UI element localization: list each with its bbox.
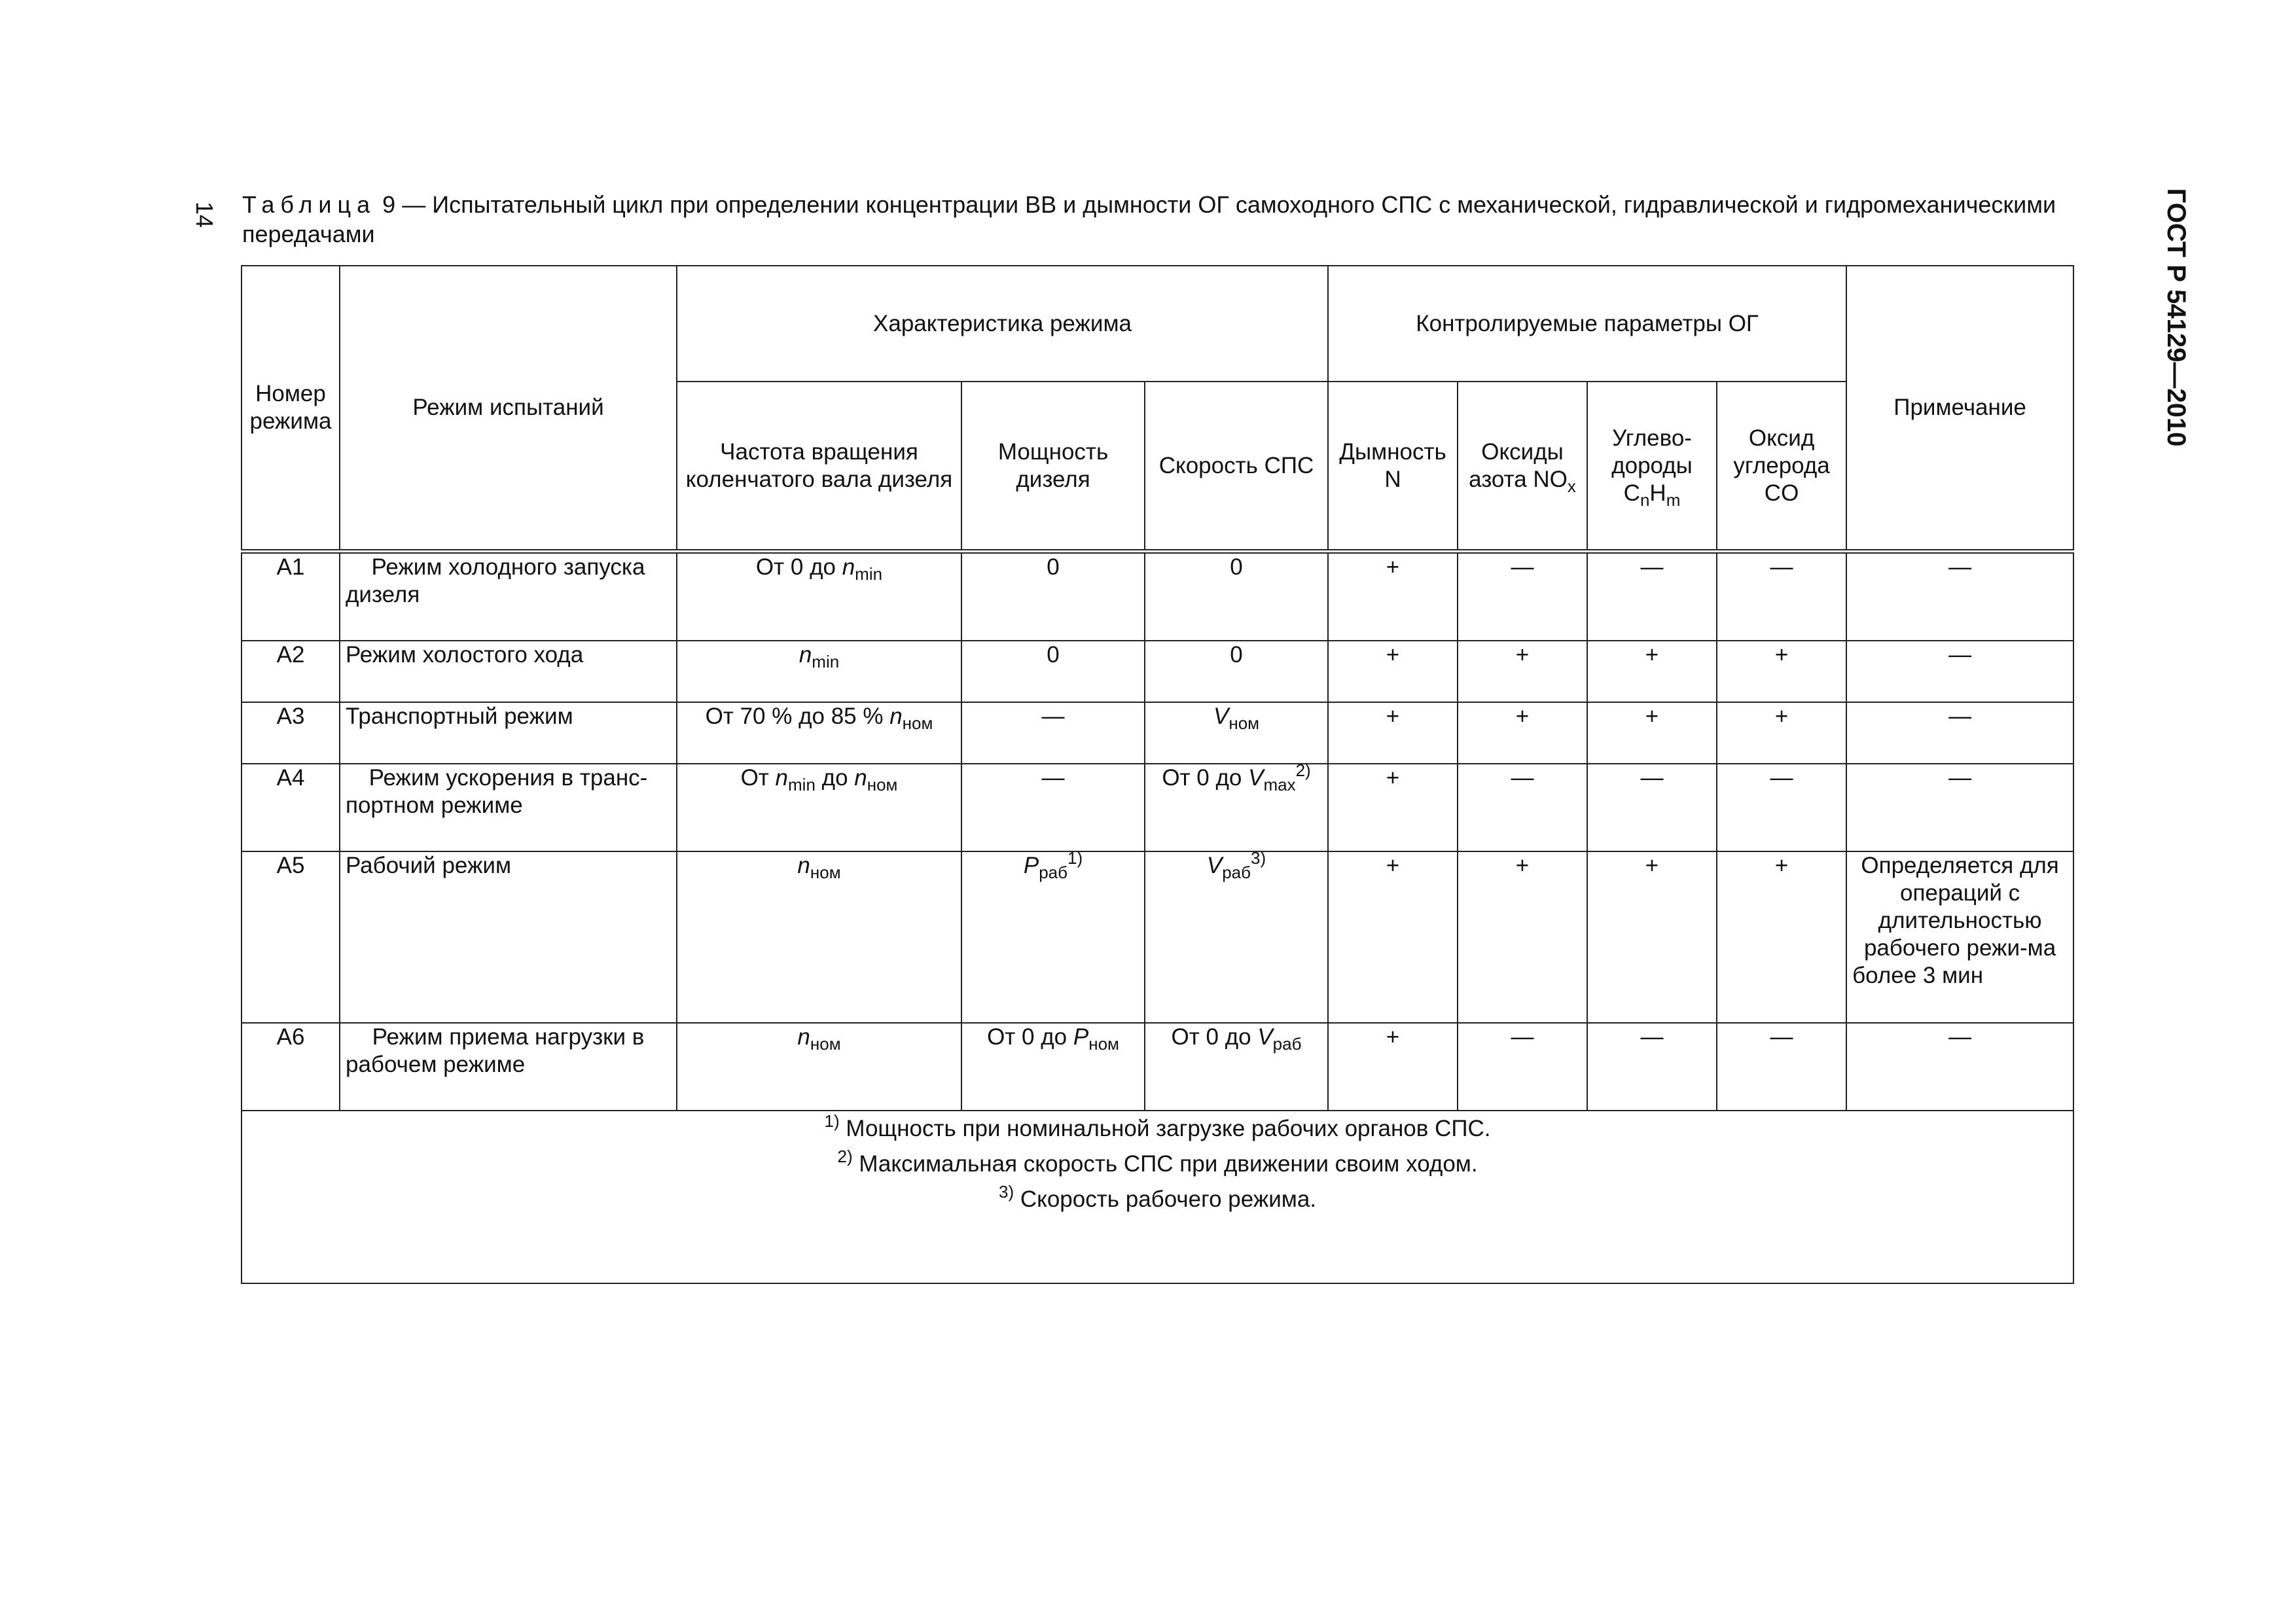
cell-co: + xyxy=(1717,851,1846,1023)
footnote xyxy=(247,1111,2068,1147)
hc-subscript-n: n xyxy=(1640,490,1650,510)
header-test-mode: Режим испытаний xyxy=(340,266,677,552)
cell-frequency xyxy=(677,851,961,1023)
cell-co: — xyxy=(1717,552,1846,641)
cell-hc: + xyxy=(1587,641,1717,702)
var: n xyxy=(775,765,789,791)
cell-co: + xyxy=(1717,641,1846,702)
sub: min xyxy=(812,652,840,671)
cell-smoke: + xyxy=(1328,641,1458,702)
hc-h: H xyxy=(1649,480,1666,506)
header-co: Оксид углерода CO xyxy=(1717,382,1846,552)
cell-power xyxy=(961,848,1145,1023)
cell-power xyxy=(961,1023,1145,1111)
caption-label: Таблица xyxy=(242,191,376,218)
header-diesel-power: Мощность дизеля xyxy=(961,382,1145,552)
header-mode-number: Номер режима xyxy=(242,266,340,552)
var: V xyxy=(1213,704,1229,729)
cell-co: — xyxy=(1717,1023,1846,1111)
footnote-mark: 2) xyxy=(837,1147,853,1166)
cell-nox: — xyxy=(1458,764,1587,851)
sub: ном xyxy=(810,1034,841,1054)
header-sps-speed: Скорость СПС xyxy=(1145,382,1328,552)
sub: ном xyxy=(1088,1034,1119,1054)
text: От 0 до xyxy=(987,1024,1073,1050)
cell-co: + xyxy=(1717,702,1846,764)
footnote-mark: 1) xyxy=(824,1111,840,1131)
var: n xyxy=(797,853,810,878)
text: От xyxy=(740,765,776,791)
caption-number: 9 xyxy=(382,191,396,218)
cell-smoke: + xyxy=(1328,702,1458,764)
cell-note: — xyxy=(1846,552,2073,641)
cell-mode: Режим ускорения в транс-портном режиме xyxy=(340,764,677,851)
sub: max xyxy=(1263,775,1296,794)
header-controlled-params: Контролируемые параметры ОГ xyxy=(1328,266,1846,382)
text: От 0 до xyxy=(755,554,842,580)
sub: ном xyxy=(867,775,898,794)
cell-smoke: + xyxy=(1328,552,1458,641)
test-cycle-table xyxy=(241,265,2074,1284)
table-row xyxy=(242,1023,2073,1111)
cell-power: — xyxy=(961,764,1145,851)
footnotes xyxy=(242,1111,2073,1283)
footnote-text: Максимальная скорость СПС при движении своим ходом. xyxy=(852,1151,1478,1177)
cell-mode: Режим холодного запуска дизеля xyxy=(340,552,677,641)
table-row xyxy=(242,851,2073,1023)
cell-note: — xyxy=(1846,702,2073,764)
hc-label: Углево-дороды C xyxy=(1611,425,1693,506)
cell-frequency xyxy=(677,552,961,641)
table-row xyxy=(242,702,2073,764)
header-smoke: Дымность N xyxy=(1328,382,1458,552)
footnote-text: Скорость рабочего режима. xyxy=(1014,1186,1317,1212)
cell-hc: + xyxy=(1587,851,1717,1023)
table-row xyxy=(242,764,2073,851)
cell-smoke: + xyxy=(1328,851,1458,1023)
text: От 70 % до 85 % xyxy=(705,704,890,729)
cell-mode: Режим приема нагрузки в рабочем режиме xyxy=(340,1023,677,1111)
cell-frequency xyxy=(677,764,961,851)
cell-note: — xyxy=(1846,641,2073,702)
cell-nox: + xyxy=(1458,641,1587,702)
sub: раб xyxy=(1272,1034,1302,1054)
var: V xyxy=(1257,1024,1273,1050)
header-crankshaft-speed: Частота вращения коленчатого вала дизеля xyxy=(677,382,961,552)
cell-speed: 0 xyxy=(1145,641,1328,702)
table-row xyxy=(242,641,2073,702)
sub: ном xyxy=(1229,713,1260,733)
table-row xyxy=(242,552,2073,641)
document-code: ГОСТ Р 54129—2010 xyxy=(2162,188,2191,447)
cell-power: 0 xyxy=(961,641,1145,702)
cell-id: А3 xyxy=(242,702,340,764)
sub: ном xyxy=(902,713,933,733)
cell-nox: + xyxy=(1458,702,1587,764)
cell-hc: — xyxy=(1587,552,1717,641)
hc-subscript-m: m xyxy=(1666,490,1681,510)
var: n xyxy=(842,554,855,580)
header-mode-characteristic: Характеристика режима xyxy=(677,266,1328,382)
cell-note: — xyxy=(1846,764,2073,851)
cell-id: А4 xyxy=(242,764,340,851)
cell-nox: + xyxy=(1458,851,1587,1023)
cell-frequency xyxy=(677,1023,961,1111)
cell-mode: Транспортный режим xyxy=(340,702,677,764)
var: n xyxy=(854,765,867,791)
cell-co: — xyxy=(1717,764,1846,851)
cell-hc: — xyxy=(1587,764,1717,851)
sub: min xyxy=(788,775,816,794)
footnote-ref: 3) xyxy=(1251,848,1266,868)
cell-mode: Рабочий режим xyxy=(340,851,677,1023)
cell-frequency xyxy=(677,641,961,702)
cell-speed: 0 xyxy=(1145,552,1328,641)
var: V xyxy=(1206,853,1223,878)
header-nox xyxy=(1458,382,1587,552)
table-caption xyxy=(242,190,2075,249)
cell-power: — xyxy=(961,702,1145,764)
var: V xyxy=(1248,765,1264,791)
footnote xyxy=(247,1147,2068,1182)
cell-id: А5 xyxy=(242,851,340,1023)
var: P xyxy=(1023,853,1039,878)
page-number: 14 xyxy=(191,201,218,228)
sub: ном xyxy=(810,863,841,882)
cell-note: — xyxy=(1846,1023,2073,1111)
cell-frequency xyxy=(677,702,961,764)
footnote-ref: 2) xyxy=(1295,760,1311,780)
cell-hc: + xyxy=(1587,702,1717,764)
footnote-text: Мощность при номинальной загрузке рабочих органов СПС. xyxy=(839,1116,1491,1141)
cell-note: Определяется для операций с длительностью рабочего режи-ма более 3 мин xyxy=(1846,851,2073,1023)
cell-nox: — xyxy=(1458,1023,1587,1111)
var: n xyxy=(798,642,812,668)
caption-text: — Испытательный цикл при определении концентрации ВВ и дымности ОГ самоходного СПС с механической, гидравлической и гидромеханическими передачами xyxy=(242,191,2056,247)
header-hydrocarbons xyxy=(1587,382,1717,552)
cell-hc: — xyxy=(1587,1023,1717,1111)
var: n xyxy=(889,704,903,729)
cell-power: 0 xyxy=(961,552,1145,641)
text: От 0 до xyxy=(1162,765,1249,791)
text: От 0 до xyxy=(1171,1024,1258,1050)
cell-speed xyxy=(1145,1023,1328,1111)
nox-label: Оксиды азота NO xyxy=(1469,438,1568,492)
sub: раб xyxy=(1222,863,1251,882)
cell-smoke: + xyxy=(1328,764,1458,851)
footnotes-row xyxy=(242,1111,2073,1283)
cell-id: А2 xyxy=(242,641,340,702)
footnote xyxy=(247,1182,2068,1217)
nox-subscript: x xyxy=(1567,476,1576,496)
sub: min xyxy=(855,564,883,584)
cell-id: А6 xyxy=(242,1023,340,1111)
cell-speed xyxy=(1145,760,1328,851)
cell-speed xyxy=(1145,702,1328,764)
cell-speed xyxy=(1145,848,1328,1023)
var: P xyxy=(1073,1024,1089,1050)
var: n xyxy=(797,1024,810,1050)
cell-mode: Режим холостого хода xyxy=(340,641,677,702)
footnote-ref: 1) xyxy=(1067,848,1083,868)
footnote-mark: 3) xyxy=(999,1182,1014,1202)
sub: раб xyxy=(1039,863,1068,882)
cell-smoke: + xyxy=(1328,1023,1458,1111)
cell-id: А1 xyxy=(242,552,340,641)
text: до xyxy=(815,765,855,791)
cell-nox: — xyxy=(1458,552,1587,641)
header-note: Примечание xyxy=(1846,266,2073,552)
